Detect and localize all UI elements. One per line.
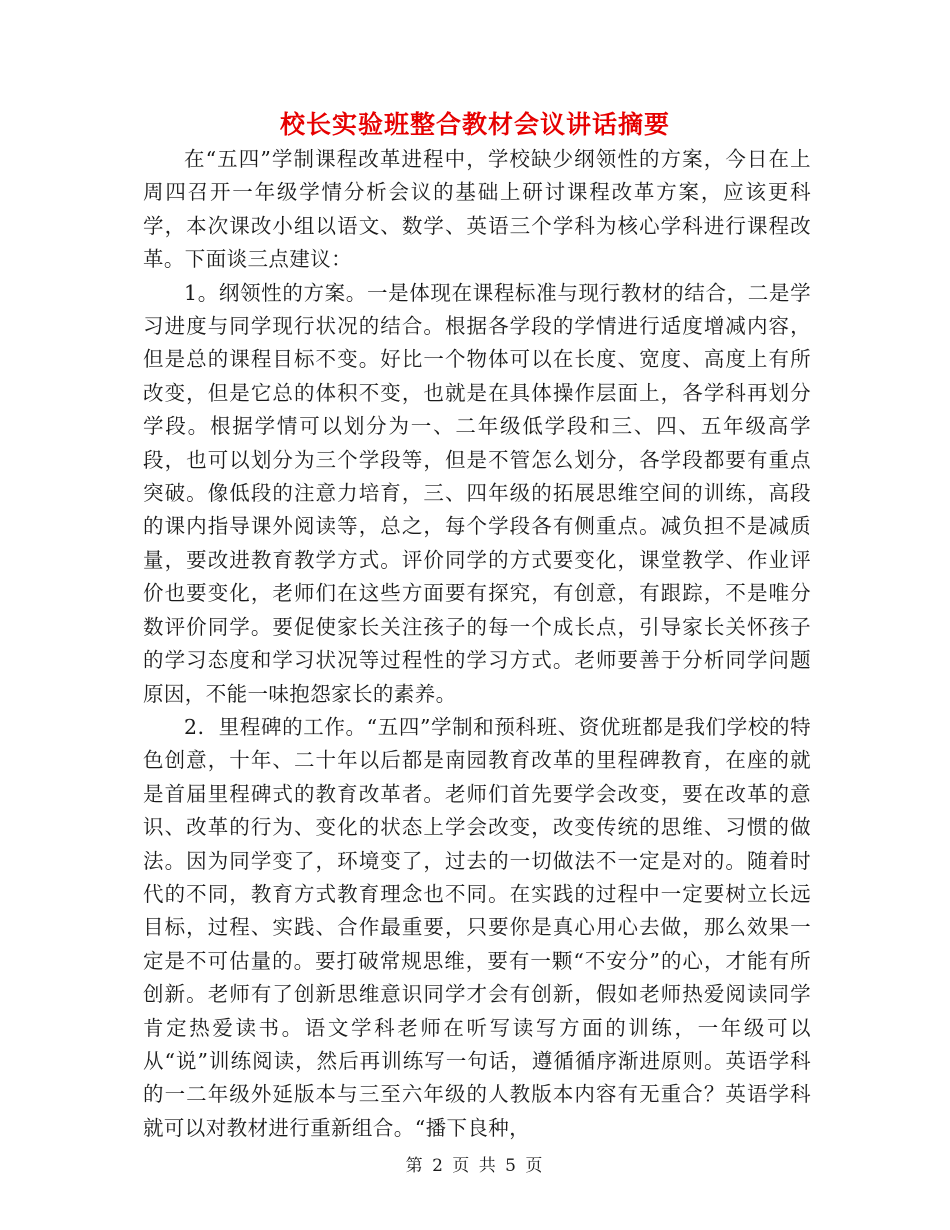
point-two-paragraph: 2．里程碑的工作。“五四”学制和预科班、资优班都是我们学校的特色创意，十年、二十年以后都是南园教育改革的里程碑教育，在座的就是首届里程碑式的教育改革者。老师们首先要学会改变，要在改革的意识、改革的行为、变化的状态上学会改变，改变传统的思维、习惯的做法。因为同学变了，环境变了，过去的一切做法不一定是对的。随着时代的不同，教育方式教育理念也不同。在实践的过程中一定要树立长远目标，过程、实践、合作最重要，只要你是真心用心去做，那么效果一定是不可估量的。要打破常规思维，要有一颗“不安分”的心，才能有所创新。老师有了创新思维意识同学才会有创新，假如老师热爱阅读同学肯定热爱读书。语文学科老师在听写读写方面的训练，一年级可以从“说”训练阅读，然后再训练写一句话，遵循循序渐进原则。英语学科的一二年级外延版本与三至六年级的人教版本内容有无重合？英语学科就可以对教材进行重新组合。“播下良种， [143,714,811,1140]
document-body [143,143,811,1145]
intro-paragraph: 在“五四”学制课程改革进程中，学校缺少纲领性的方案，今日在上周四召开一年级学情分析会议的基础上研讨课程改革方案，应该更科学，本次课改小组以语文、数学、英语三个学科为核心学科进行课程改革。下面谈三点建议： [143,147,811,272]
document-title: 校长实验班整合教材会议讲话摘要 [279,110,670,139]
page-number-footer: 第 2 页 共 5 页 [405,1156,545,1176]
point-one-paragraph: 1。纲领性的方案。一是体现在课程标准与现行教材的结合，二是学习进度与同学现行状况的结合。根据各学段的学情进行适度增减内容，但是总的课程目标不变。好比一个物体可以在长度、宽度、高度上有所改变，但是它总的体积不变，也就是在具体操作层面上，各学科再划分学段。根据学情可以划分为一、二年级低学段和三、四、五年级高学段，也可以划分为三个学段等，但是不管怎么划分，各学段都要有重点突破。像低段的注意力培育，三、四年级的拓展思维空间的训练，高段的课内指导课外阅读等，总之，每个学段各有侧重点。减负担不是减质量，要改进教育教学方式。评价同学的方式要变化，课堂教学、作业评价也要变化，老师们在这些方面要有探究，有创意，有跟踪，不是唯分数评价同学。要促使家长关注孩子的每一个成长点，引导家长关怀孩子的学习态度和学习状况等过程性的学习方式。老师要善于分析同学问题原因，不能一味抱怨家长的素养。 [143,280,811,706]
